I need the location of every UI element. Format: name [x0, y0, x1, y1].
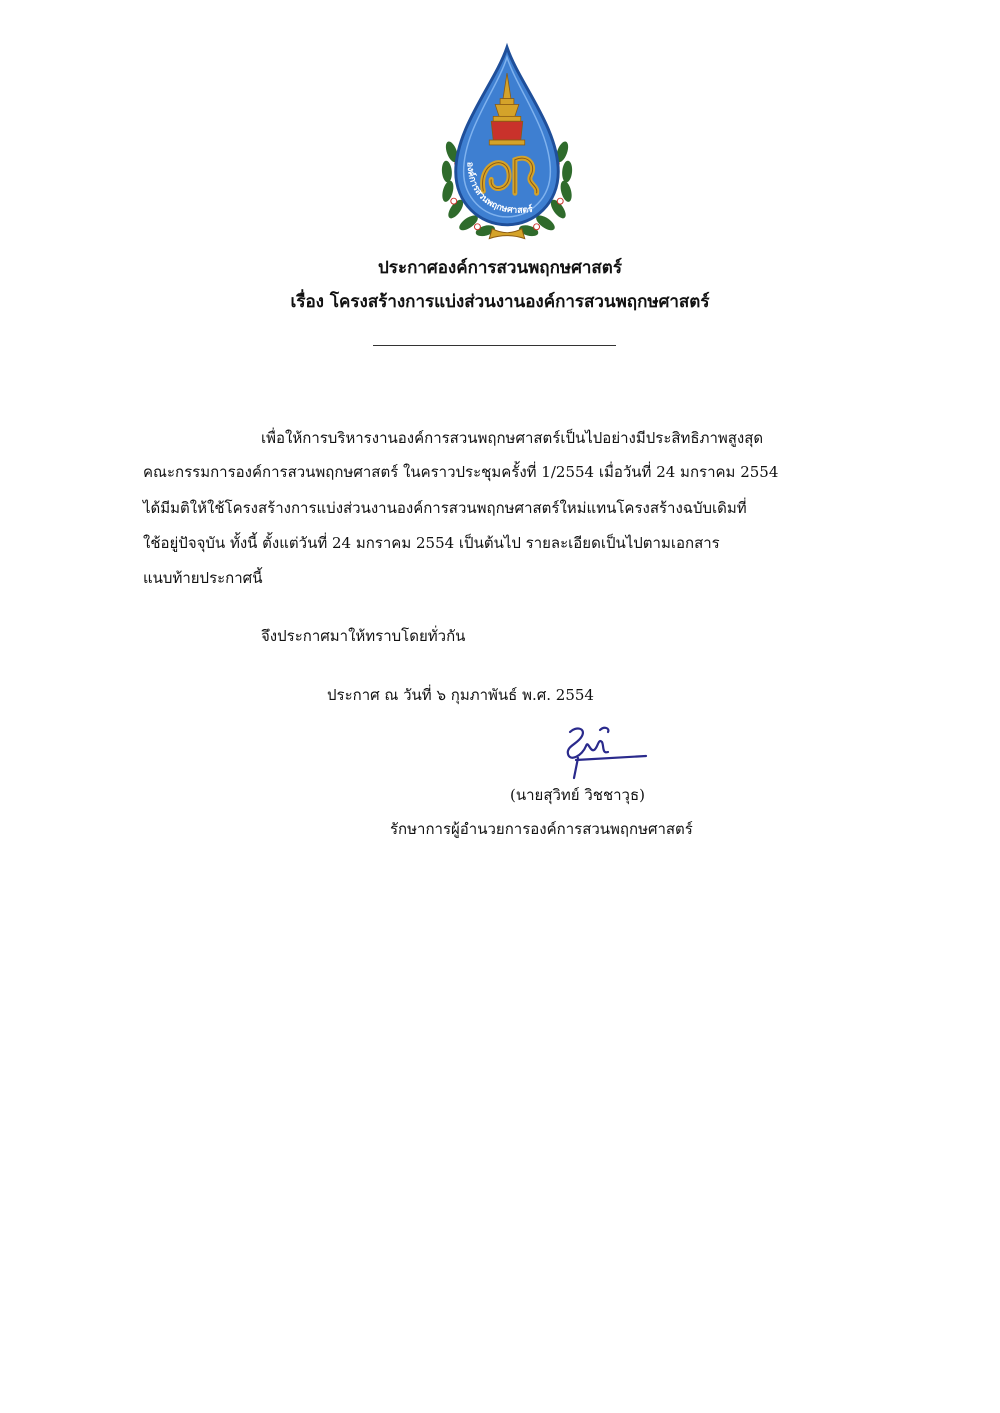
handwritten-signature	[556, 722, 652, 782]
seal-text: องค์การสวนพฤกษศาสตร์	[464, 161, 534, 216]
signer-title: รักษาการผู้อำนวยการองค์การสวนพฤกษศาสตร์	[390, 820, 693, 838]
announcement-date: ประกาศ ณ วันที่ ๖ กุมภาพันธ์ พ.ศ. 2554	[327, 686, 594, 704]
title-divider	[373, 345, 616, 346]
body-line-5: แนบท้ายประกาศนี้	[143, 569, 263, 587]
body-line-4: ใช้อยู่ปัจจุบัน ทั้งนี้ ตั้งแต่วันที่ 24 มกราคม 2554 เป็นต้นไป รายละเอียดเป็นไปตามเอกสาร	[143, 534, 720, 552]
body-line-1: เพื่อให้การบริหารงานองค์การสวนพฤกษศาสตร์เป็นไปอย่างมีประสิทธิภาพสูงสุด	[261, 429, 764, 447]
closing-line: จึงประกาศมาให้ทราบโดยทั่วกัน	[261, 627, 466, 645]
announcement-title: ประกาศองค์การสวนพฤกษศาสตร์	[378, 258, 622, 278]
announcement-subject: เรื่อง โครงสร้างการแบ่งส่วนงานองค์การสวนพฤกษศาสตร์	[290, 292, 710, 312]
body-line-3: ได้มีมติให้ใช้โครงสร้างการแบ่งส่วนงานองค์การสวนพฤกษศาสตร์ใหม่แทนโครงสร้างฉบับเดิมที่	[143, 499, 747, 517]
organization-seal-logo	[438, 42, 576, 242]
body-line-2: คณะกรรมการองค์การสวนพฤกษศาสตร์ ในคราวประชุมครั้งที่ 1/2554 เมื่อวันที่ 24 มกราคม 2554	[143, 463, 779, 481]
signer-name: (นายสุวิทย์ วิชชาวุธ)	[510, 786, 645, 804]
